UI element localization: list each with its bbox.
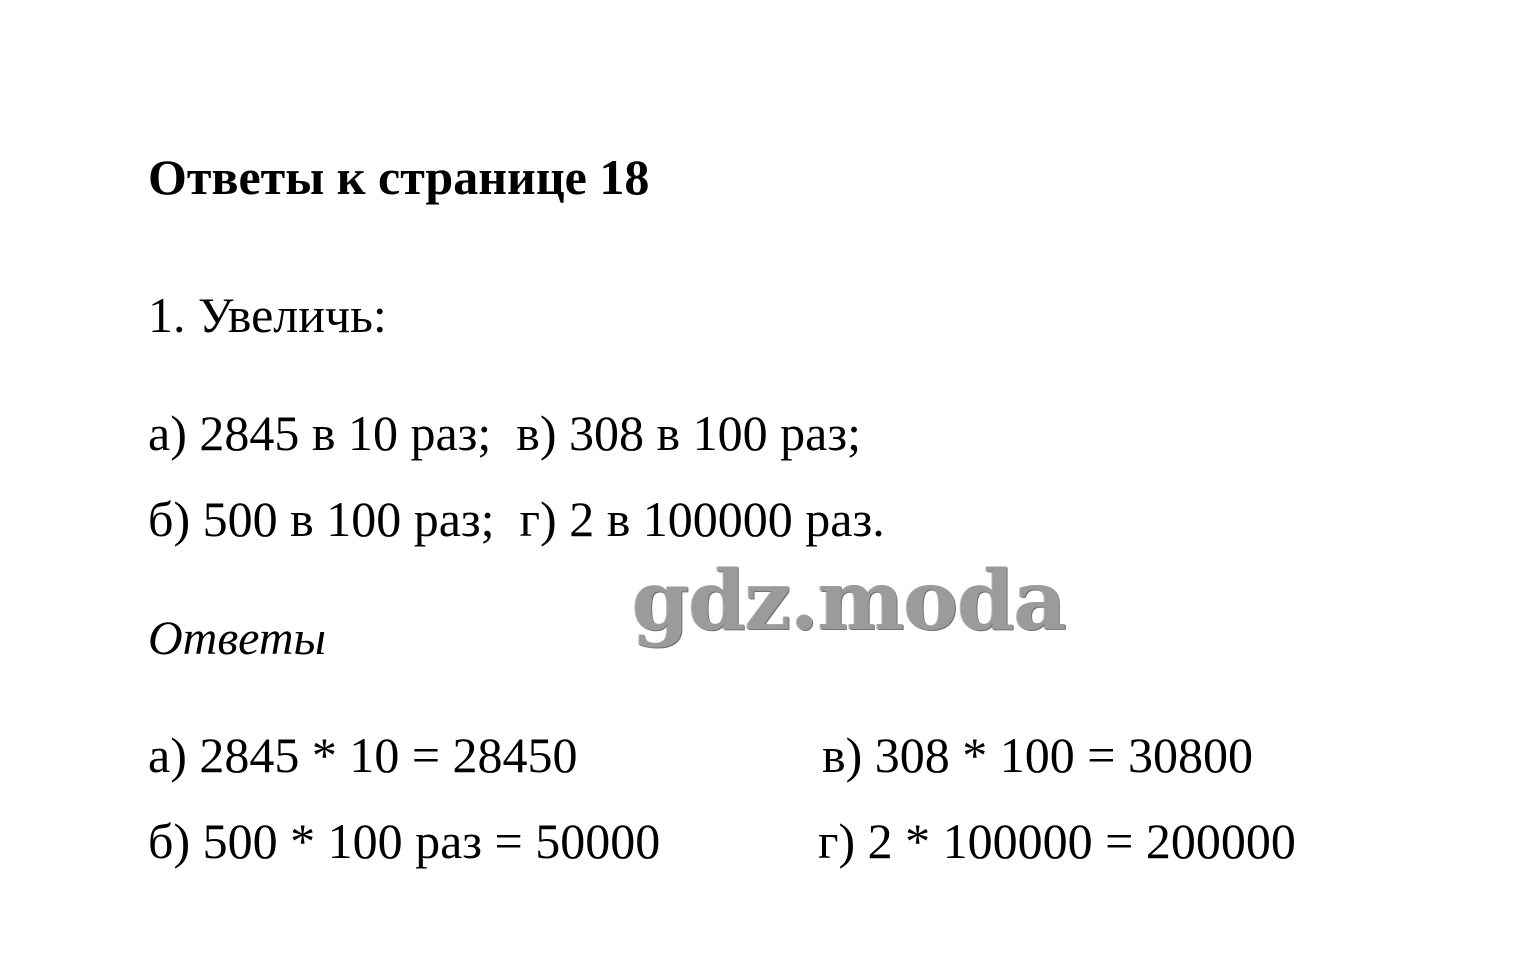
page-title: Ответы к странице 18 [148,149,650,205]
answer-v: в) 308 * 100 = 30800 [822,727,1253,783]
task-row-1: а) 2845 в 10 раз; в) 308 в 100 раз; [148,405,861,461]
answers-label: Ответы [148,612,327,665]
answer-a: а) 2845 * 10 = 28450 [148,727,578,783]
task-header: 1. Увеличь: [148,287,387,343]
answer-g: г) 2 * 100000 = 200000 [818,813,1296,869]
answer-b: б) 500 * 100 раз = 50000 [148,813,661,869]
watermark-logo: gdz.moda [632,553,1066,649]
task-row-2: б) 500 в 100 раз; г) 2 в 100000 раз. [148,491,885,547]
